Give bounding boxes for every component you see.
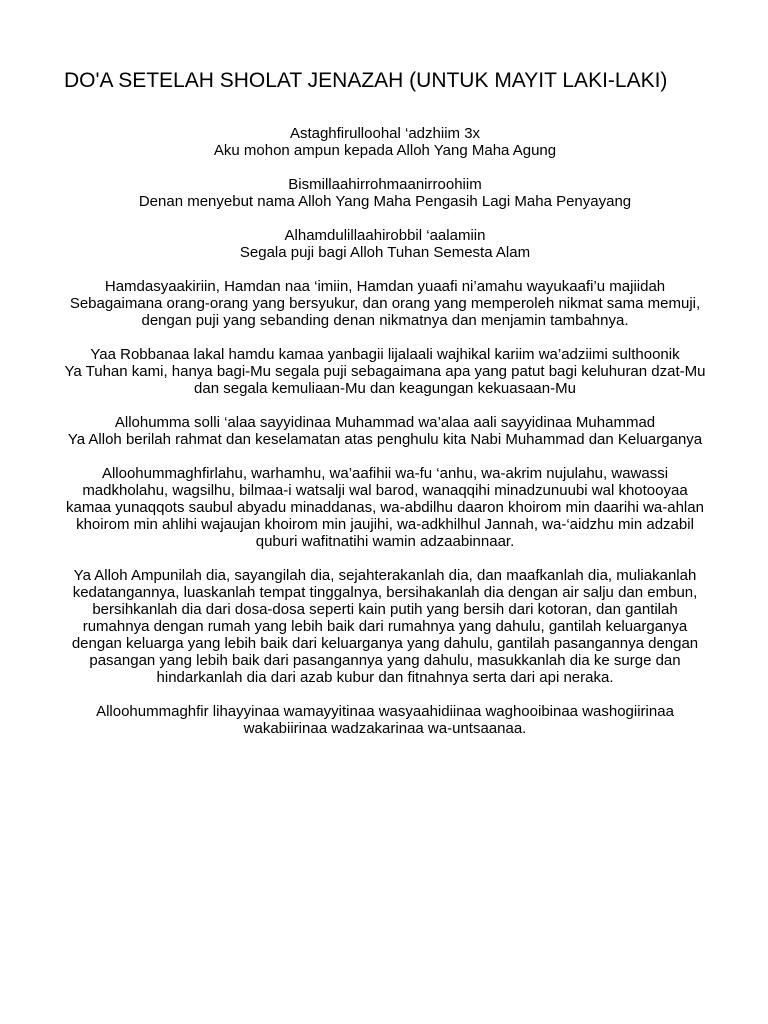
paragraph-yaa-robbanaa [62, 346, 708, 397]
paragraph-istighfar [62, 125, 708, 159]
paragraph-sholawat [62, 414, 708, 448]
translation-line: Segala puji bagi Alloh Tuhan Semesta Alam [239, 244, 531, 261]
arabic-transliteration-line: Alloohummaghfirlahu, warhamhu, wa’aafihii wa-fu ‘anhu, wa-akrim nujulahu, wawassi madkholahu, wagsilhu, bilmaa-i watsalji wal barod, wanaqqihi minadzunuubi wal khotooyaa kamaa yunaqqots saubul abyadu minaddanas, wa-abdilhu daaron khoirom min daarihi wa-ahlan khoirom min ahlihi wajaujan khoirom min jaujihi, wa-adkhilhul Jannah, wa-‘aidzhu min adzabil quburi wafitnatihi wamin adzaabinnaar. [66, 465, 704, 550]
arabic-transliteration-line: Bismillaahirrohmaanirroohiim [288, 176, 482, 193]
document-body [62, 125, 708, 754]
paragraph-basmalah [62, 176, 708, 210]
translation-line: Ya Alloh Ampunilah dia, sayangilah dia, sejahterakanlah dia, dan maafkanlah dia, muliakanlah kedatangannya, luaskanlah tempat tinggalnya, bersihakanlah dia dengan air salju dan embun, bersihkanlah dia dari dosa-dosa seperti kain putih yang bersih dari kotoran, dan gantilah rumahnya dengan rumah yang lebih baik dari rumahnya yang dahulu, gantilah keluarganya dengan keluarga yang lebih baik dari keluarganya yang dahulu, gantilah pasangannya dengan pasangan yang lebih baik dari pasangannya yang dahulu, masukkanlah dia ke surge dan hindarkanlah dia dari azab kubur dan fitnahnya serta dari api neraka. [71, 567, 699, 686]
translation-line: Ya Tuhan kami, hanya bagi-Mu segala puji sebagaimana apa yang patut bagi keluhuran dzat-Mu dan segala kemuliaan-Mu dan keagungan kekuasaan-Mu [64, 363, 706, 397]
translation-line: Sebagaimana orang-orang yang bersyukur, dan orang yang memperoleh nikmat sama memuji, dengan puji yang sebanding denan nikmatnya dan menjamin tambahnya. [69, 295, 701, 329]
arabic-transliteration-line: Alloohummaghfir lihayyinaa wamayyitinaa wasyaahidiinaa waghooibinaa washogiirinaa wakabiirinaa wadzakarinaa wa-untsaanaa. [96, 703, 674, 737]
paragraph-doa-transliteration [62, 465, 708, 550]
translation-line: Denan menyebut nama Alloh Yang Maha Pengasih Lagi Maha Penyayang [138, 193, 632, 210]
arabic-transliteration-line: Alhamdulillaahirobbil ‘aalamiin [284, 227, 486, 244]
paragraph-hamdalah [62, 227, 708, 261]
paragraph-hamdasyaakiriin [62, 278, 708, 329]
paragraph-closing-doa [62, 703, 708, 737]
arabic-transliteration-line: Allohumma solli ‘alaa sayyidinaa Muhammad wa’alaa aali sayyidinaa Muhammad [114, 414, 656, 431]
arabic-transliteration-line: Astaghfirulloohal ‘adzhiim 3x [289, 125, 481, 142]
arabic-transliteration-line: Yaa Robbanaa lakal hamdu kamaa yanbagii lijalaali wajhikal kariim wa’adziimi sulthoonik [90, 346, 680, 363]
arabic-transliteration-line: Hamdasyaakiriin, Hamdan naa ‘imiin, Hamdan yuaafi ni’amahu wayukaafi’u majiidah [104, 278, 666, 295]
paragraph-doa-translation [62, 567, 708, 686]
document-title: DO'A SETELAH SHOLAT JENAZAH (UNTUK MAYIT LAKI-LAKI) [64, 69, 668, 92]
translation-line: Aku mohon ampun kepada Alloh Yang Maha Agung [213, 142, 557, 159]
translation-line: Ya Alloh berilah rahmat dan keselamatan atas penghulu kita Nabi Muhammad dan Keluarganya [67, 431, 703, 448]
